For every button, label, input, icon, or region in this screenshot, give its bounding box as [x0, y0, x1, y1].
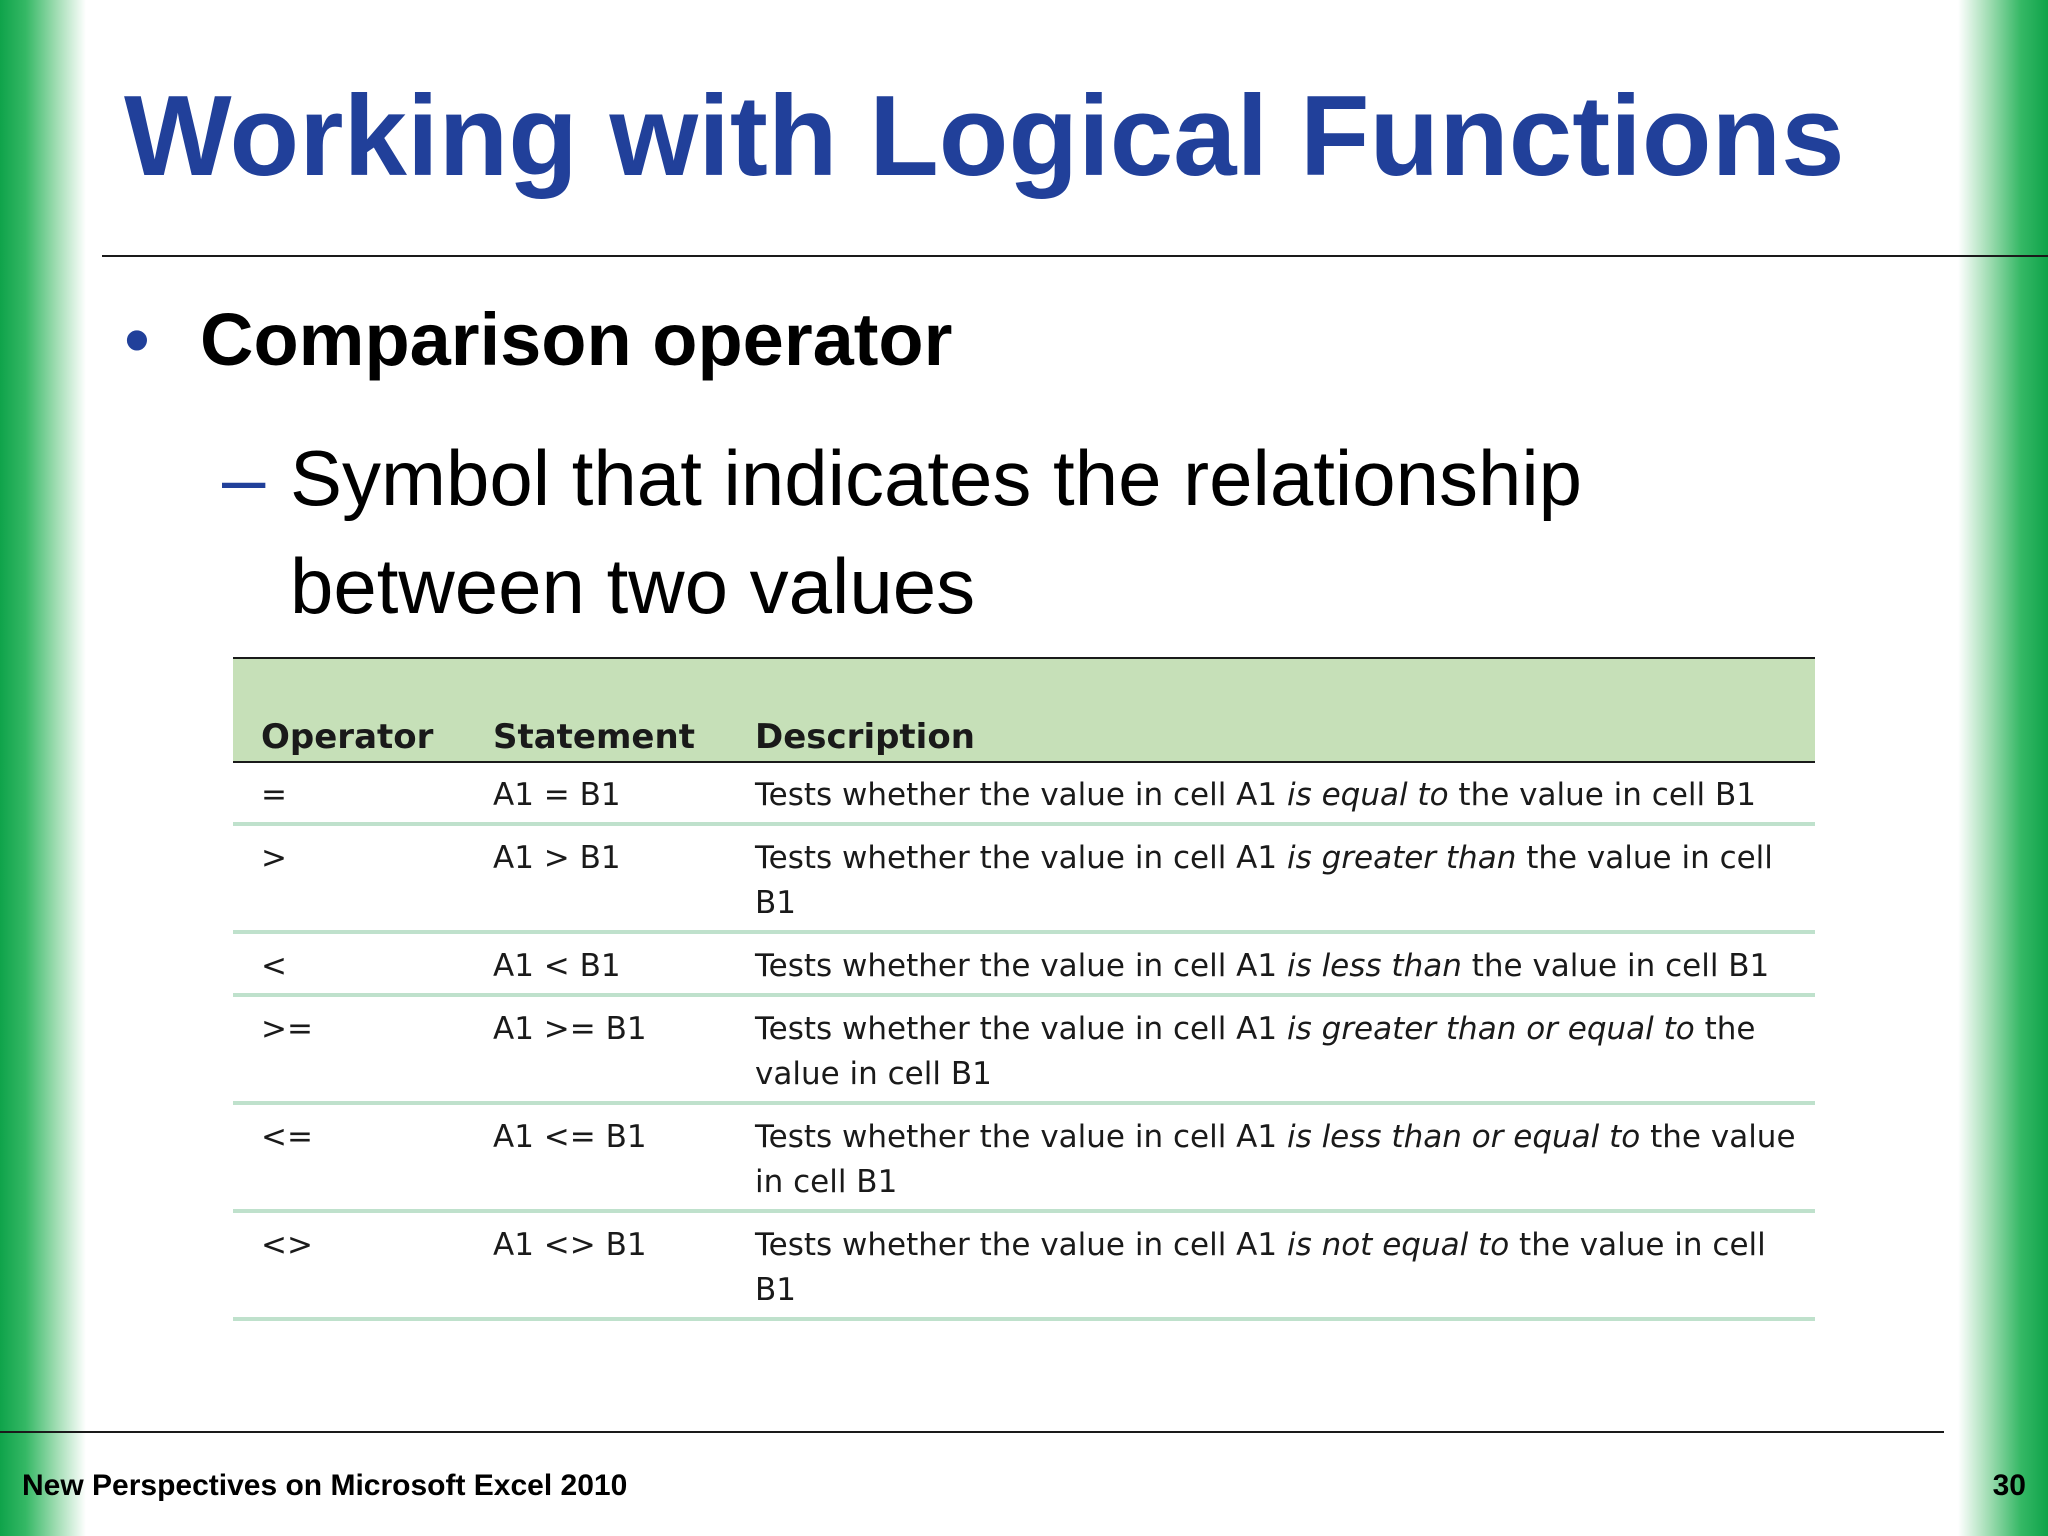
description-cell: Tests whether the value in cell A1 is greater than the value in cell B1 — [727, 824, 1815, 932]
description-cell: Tests whether the value in cell A1 is less than or equal to the value in cell B1 — [727, 1103, 1815, 1211]
table-header-row — [233, 658, 1815, 762]
header-operator: Operator — [233, 658, 465, 762]
table-row — [233, 762, 1815, 824]
table-row — [233, 824, 1815, 932]
bullet-text: Comparison operator — [200, 298, 953, 381]
header-description: Description — [727, 658, 1815, 762]
table-row — [233, 995, 1815, 1103]
table-row — [233, 932, 1815, 995]
slide-title: Working with Logical Functions — [124, 73, 1845, 200]
statement-cell: A1 <= B1 — [465, 1103, 727, 1211]
header-statement: Statement — [465, 658, 727, 762]
statement-cell: A1 <> B1 — [465, 1211, 727, 1319]
description-cell: Tests whether the value in cell A1 is not equal to the value in cell B1 — [727, 1211, 1815, 1319]
comparison-operators-table — [233, 657, 1815, 1321]
right-decorative-band — [1958, 0, 2048, 1536]
sub-bullet-text: Symbol that indicates the relationship between two values — [290, 434, 1583, 630]
footer-divider — [0, 1431, 1944, 1433]
footer-course-title: New Perspectives on Microsoft Excel 2010 — [22, 1469, 628, 1502]
operator-cell: >= — [233, 995, 465, 1103]
operator-cell: > — [233, 824, 465, 932]
table-row — [233, 1103, 1815, 1211]
title-divider — [102, 255, 2048, 257]
sub-bullet-definition — [222, 424, 1722, 640]
operator-cell: = — [233, 762, 465, 824]
description-cell: Tests whether the value in cell A1 is equal to the value in cell B1 — [727, 762, 1815, 824]
bullet-marker: • — [124, 298, 150, 381]
statement-cell: A1 > B1 — [465, 824, 727, 932]
description-cell: Tests whether the value in cell A1 is greater than or equal to the value in cell B1 — [727, 995, 1815, 1103]
table-row — [233, 1211, 1815, 1319]
left-decorative-band — [0, 0, 86, 1536]
sub-bullet-marker: – — [222, 434, 266, 522]
statement-cell: A1 < B1 — [465, 932, 727, 995]
bullet-comparison-operator — [124, 296, 952, 385]
description-cell: Tests whether the value in cell A1 is less than the value in cell B1 — [727, 932, 1815, 995]
statement-cell: A1 >= B1 — [465, 995, 727, 1103]
operator-cell: <> — [233, 1211, 465, 1319]
page-number: 30 — [1992, 1469, 2026, 1502]
operator-cell: < — [233, 932, 465, 995]
operator-cell: <= — [233, 1103, 465, 1211]
statement-cell: A1 = B1 — [465, 762, 727, 824]
